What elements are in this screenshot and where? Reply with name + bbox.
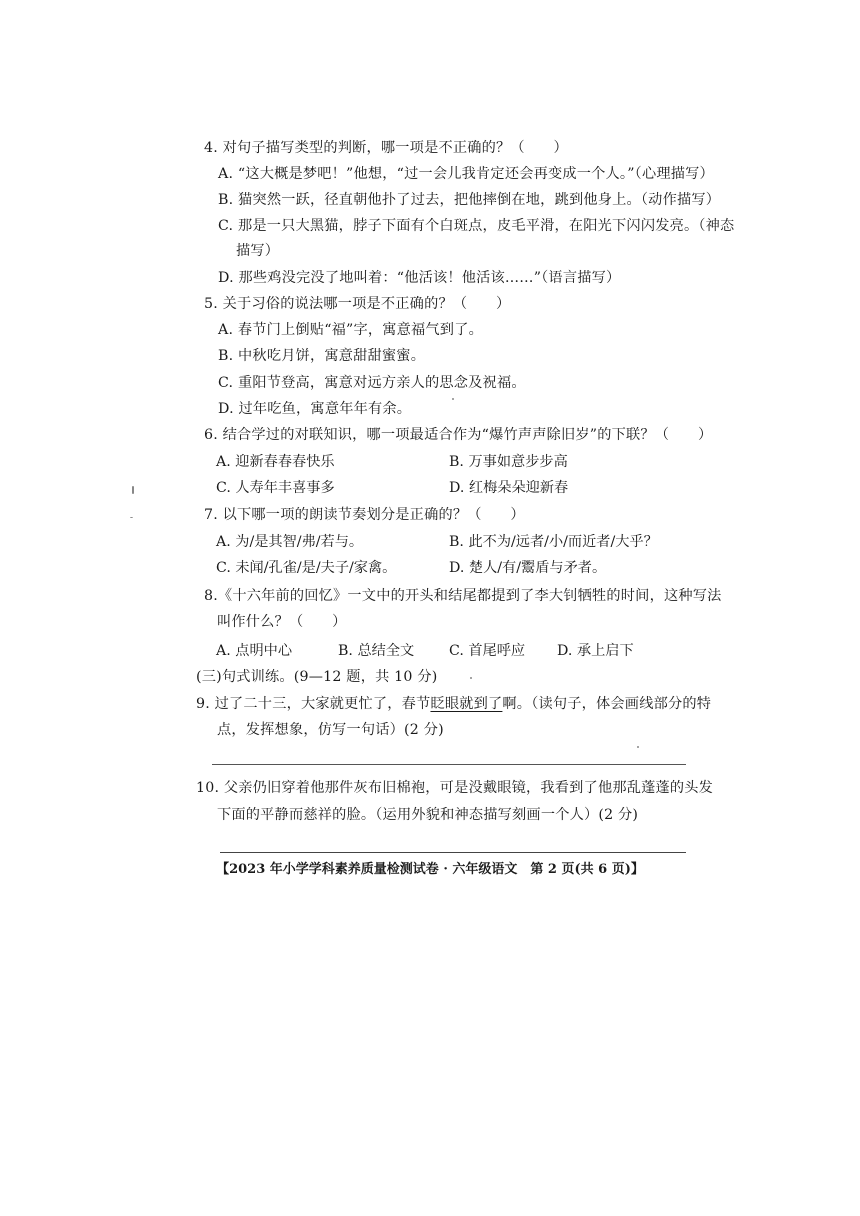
scan-speck [452, 398, 454, 400]
q5-option-a: A. 春节门上倒贴“福”字，寓意福气到了。 [218, 322, 483, 338]
page-footer: 【2023 年小学学科素养质量检测试卷 · 六年级语文 第 2 页(共 6 页)】 [216, 862, 644, 877]
q10-line1: 10. 父亲仍旧穿着他那件灰布旧棉袍，可是没戴眼镜，我看到了他那乱蓬蓬的头发 [196, 780, 714, 796]
scan-speck [132, 486, 134, 494]
q6-option-a: A. 迎新春春春快乐 [216, 454, 335, 470]
q10-line2: 下面的平静而慈祥的脸。（运用外貌和神态描写刻画一个人）(2 分) [217, 807, 639, 823]
q8-option-d: D. 承上启下 [557, 643, 634, 659]
q8-stem-line2: 叫作什么？（ ） [217, 614, 347, 630]
scan-speck [470, 677, 472, 679]
q8-option-b: B. 总结全文 [338, 643, 415, 659]
q6-stem: 6. 结合学过的对联知识，哪一项最适合作为“爆竹声声除旧岁”的下联？（ ） [204, 427, 713, 443]
q5-option-c: C. 重阳节登高，寓意对远方亲人的思念及祝福。 [218, 375, 526, 391]
q8-option-a: A. 点明中心 [216, 643, 293, 659]
q8-stem-line1: 8.《十六年前的回忆》一文中的开头和结尾都提到了李大钊牺牲的时间，这种写法 [204, 588, 722, 604]
q6-option-c: C. 人寿年丰喜事多 [216, 480, 335, 496]
q5-option-b: B. 中秋吃月饼，寓意甜甜蜜蜜。 [218, 348, 426, 364]
q7-option-c: C. 未闻/孔雀/是/夫子/家禽。 [216, 560, 397, 576]
scan-speck [130, 517, 133, 518]
q7-option-b: B. 此不为/远者/小/而近者/大乎？ [449, 534, 658, 550]
q9-answer-line[interactable] [212, 764, 686, 765]
q7-stem: 7. 以下哪一项的朗读节奏划分是正确的？（ ） [204, 507, 525, 523]
q4-option-c-line2: 描写） [236, 243, 280, 259]
q9-underlined-phrase: 眨眼就到了 [430, 696, 503, 712]
q4-stem: 4. 对句子描写类型的判断，哪一项是不正确的？（ ） [204, 140, 568, 156]
q9-text-pre: 9. 过了二十三，大家就更忙了，春节 [196, 696, 431, 712]
footer-rule [220, 852, 686, 853]
q5-option-d: D. 过年吃鱼，寓意年年有余。 [218, 401, 412, 417]
q6-option-b: B. 万事如意步步高 [449, 454, 568, 470]
section-3-heading: (三)句式训练。(9—12 题，共 10 分) [196, 669, 438, 685]
q6-option-d: D. 红梅朵朵迎新春 [449, 480, 569, 496]
q9-line2: 点，发挥想象，仿写一句话）(2 分) [217, 722, 444, 738]
q7-option-d: D. 楚人/有/鬻盾与矛者。 [449, 560, 607, 576]
scan-speck [637, 746, 639, 748]
q9-text-post: 啊。（读句子，体会画线部分的特 [502, 696, 712, 712]
q9-line1 [196, 694, 711, 714]
q4-option-b: B. 猫突然一跃，径直朝他扑了过去，把他摔倒在地，跳到他身上。（动作描写） [218, 192, 721, 208]
q4-option-d: D. 那些鸡没完没了地叫着：“他活该！他活该……”（语言描写） [218, 270, 621, 286]
q7-option-a: A. 为/是其智/弗/若与。 [216, 534, 364, 550]
q4-option-a: A. “这大概是梦吧！”他想，“过一会儿我肯定还会再变成一个人。”（心理描写） [218, 166, 714, 182]
q8-option-c: C. 首尾呼应 [449, 643, 526, 659]
q4-option-c-line1: C. 那是一只大黑猫，脖子下面有个白斑点，皮毛平滑，在阳光下闪闪发亮。（神态 [218, 218, 735, 234]
q5-stem: 5. 关于习俗的说法哪一项是不正确的？（ ） [204, 296, 511, 312]
